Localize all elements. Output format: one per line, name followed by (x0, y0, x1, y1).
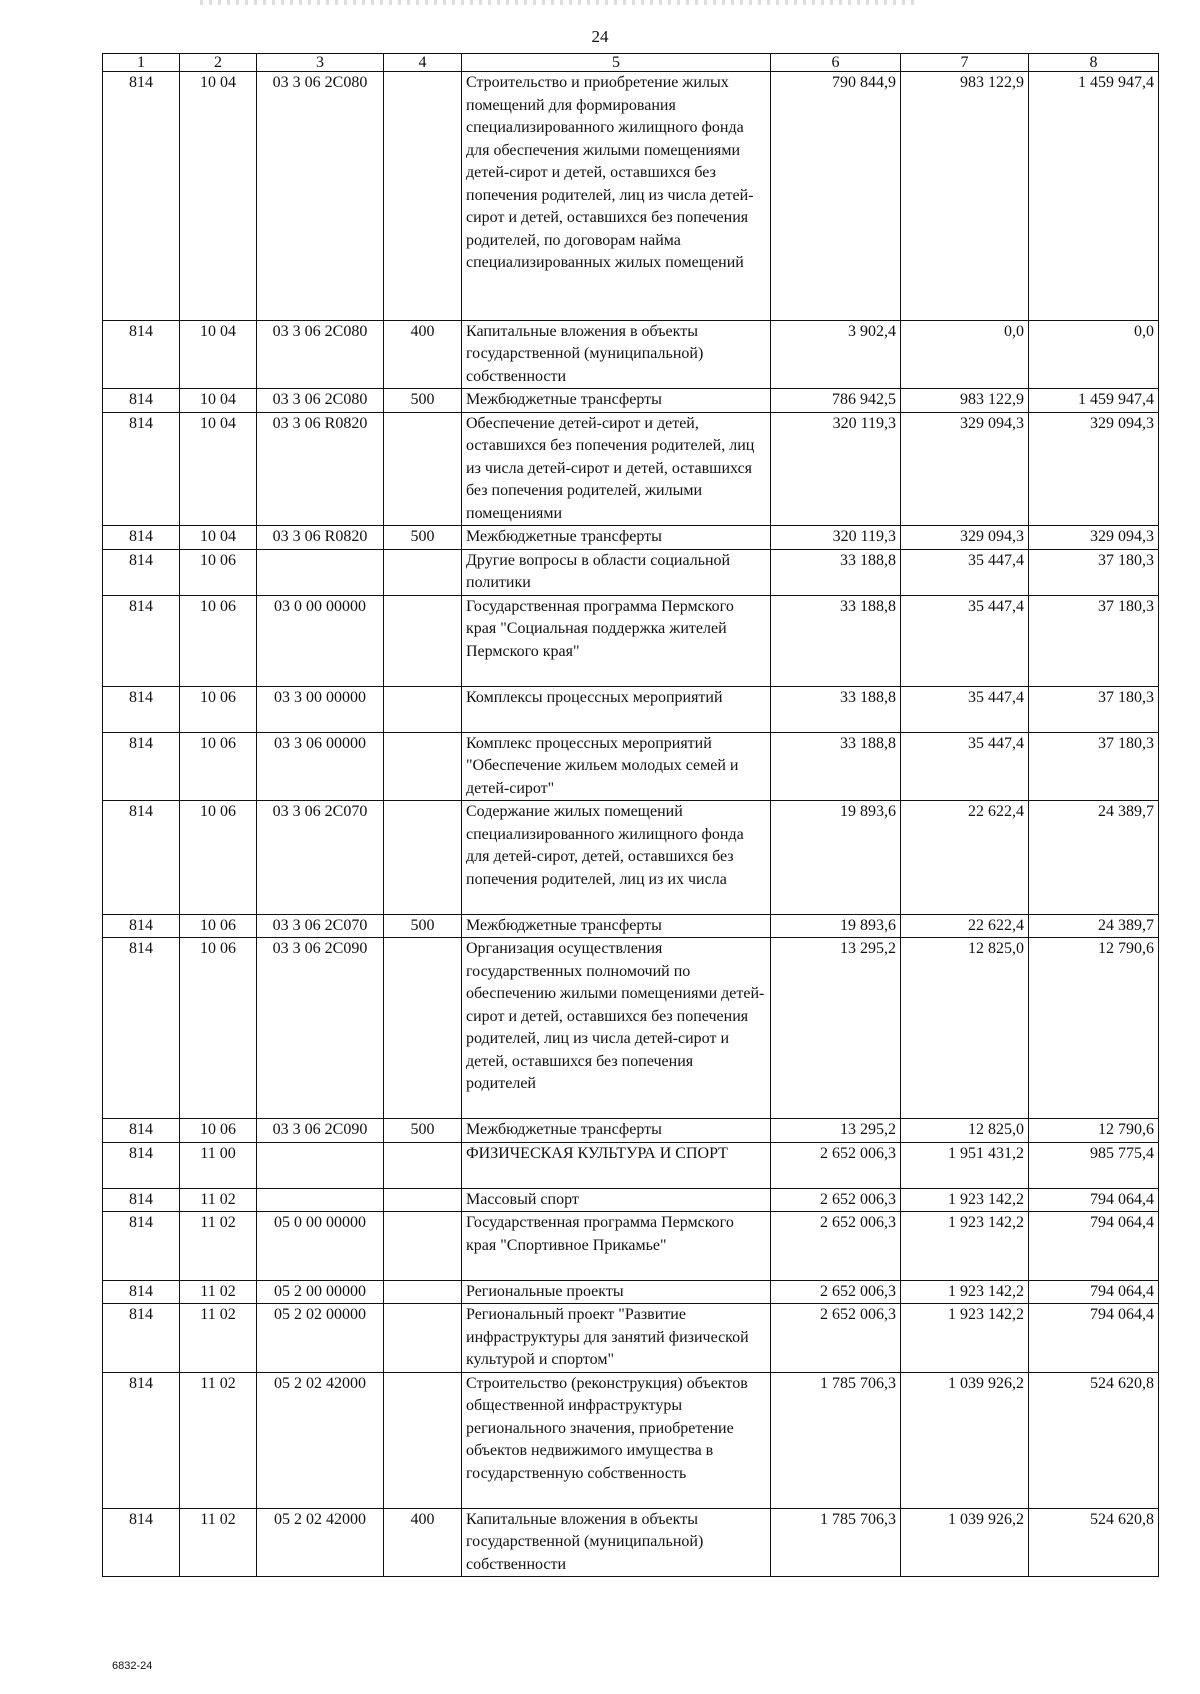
description-cell: Строительство (реконструкция) объектов общественной инфраструктуры регионального значения, приобретение объектов недвижимого имущества в государственную собственность (462, 1372, 771, 1508)
amount-year2-cell: 22 622,4 (901, 801, 1029, 915)
description-cell: Государственная программа Пермского края "Социальная поддержка жителей Пермского края" (462, 595, 771, 686)
amount-year3-cell: 794 064,4 (1029, 1188, 1159, 1212)
table-row (103, 595, 1159, 686)
amount-year2-cell: 12 825,0 (901, 1119, 1029, 1143)
description-cell: Межбюджетные трансферты (462, 914, 771, 938)
admin-code-cell: 814 (103, 1508, 180, 1577)
amount-year2-cell: 329 094,3 (901, 412, 1029, 526)
expense-type-cell (384, 412, 462, 526)
page-number: 24 (591, 27, 609, 46)
table-row (103, 914, 1159, 938)
admin-code-cell: 814 (103, 938, 180, 1119)
amount-year3-cell: 12 790,6 (1029, 938, 1159, 1119)
table-row (103, 549, 1159, 595)
target-article-cell: 03 3 06 2С080 (257, 72, 384, 321)
section-code-cell: 10 06 (180, 914, 257, 938)
description-cell: Региональный проект "Развитие инфраструктуры для занятий физической культурой и спортом" (462, 1304, 771, 1373)
description-cell: Обеспечение детей-сирот и детей, оставшихся без попечения родителей, лиц из числа детей-сирот и детей, оставшихся без попечения родителей, жилыми помещениями (462, 412, 771, 526)
section-code-cell: 11 02 (180, 1304, 257, 1373)
column-header: 1 (103, 54, 180, 72)
table-row (103, 1212, 1159, 1281)
amount-year1-cell: 33 188,8 (771, 549, 901, 595)
section-code-cell: 11 02 (180, 1188, 257, 1212)
target-article-cell: 05 2 02 00000 (257, 1304, 384, 1373)
target-article-cell: 03 3 06 2С090 (257, 938, 384, 1119)
section-code-cell: 11 02 (180, 1212, 257, 1281)
expense-type-cell (384, 732, 462, 801)
admin-code-cell: 814 (103, 389, 180, 413)
amount-year2-cell: 983 122,9 (901, 389, 1029, 413)
amount-year2-cell: 1 923 142,2 (901, 1304, 1029, 1373)
expense-type-cell (384, 1142, 462, 1188)
section-code-cell: 11 02 (180, 1372, 257, 1508)
amount-year3-cell: 37 180,3 (1029, 732, 1159, 801)
target-article-cell (257, 549, 384, 595)
section-code-cell: 10 06 (180, 732, 257, 801)
expense-type-cell: 500 (384, 526, 462, 550)
expense-type-cell (384, 1188, 462, 1212)
amount-year3-cell: 794 064,4 (1029, 1212, 1159, 1281)
amount-year1-cell: 19 893,6 (771, 914, 901, 938)
amount-year1-cell: 2 652 006,3 (771, 1188, 901, 1212)
table-row (103, 1142, 1159, 1188)
section-code-cell: 10 04 (180, 72, 257, 321)
table-row (103, 1304, 1159, 1373)
amount-year2-cell: 1 923 142,2 (901, 1188, 1029, 1212)
target-article-cell: 03 3 06 2С070 (257, 914, 384, 938)
amount-year1-cell: 33 188,8 (771, 595, 901, 686)
description-cell: Межбюджетные трансферты (462, 1119, 771, 1143)
scan-artifact (200, 0, 920, 5)
target-article-cell: 03 3 06 2С080 (257, 389, 384, 413)
amount-year3-cell: 794 064,4 (1029, 1304, 1159, 1373)
table-row (103, 1280, 1159, 1304)
admin-code-cell: 814 (103, 526, 180, 550)
amount-year1-cell: 320 119,3 (771, 526, 901, 550)
admin-code-cell: 814 (103, 914, 180, 938)
expense-type-cell (384, 1372, 462, 1508)
expense-type-cell (384, 595, 462, 686)
target-article-cell: 03 0 00 00000 (257, 595, 384, 686)
description-cell: Комплекс процессных мероприятий "Обеспечение жильем молодых семей и детей-сирот" (462, 732, 771, 801)
section-code-cell: 10 06 (180, 938, 257, 1119)
table-row (103, 526, 1159, 550)
amount-year1-cell: 786 942,5 (771, 389, 901, 413)
amount-year1-cell: 13 295,2 (771, 1119, 901, 1143)
section-code-cell: 10 06 (180, 801, 257, 915)
table-row (103, 938, 1159, 1119)
target-article-cell: 05 0 00 00000 (257, 1212, 384, 1281)
expense-type-cell (384, 938, 462, 1119)
amount-year3-cell: 12 790,6 (1029, 1119, 1159, 1143)
admin-code-cell: 814 (103, 801, 180, 915)
table-row (103, 412, 1159, 526)
expense-type-cell: 500 (384, 389, 462, 413)
description-cell: Массовый спорт (462, 1188, 771, 1212)
target-article-cell: 03 3 06 R0820 (257, 412, 384, 526)
column-header: 6 (771, 54, 901, 72)
amount-year3-cell: 524 620,8 (1029, 1508, 1159, 1577)
expense-type-cell (384, 801, 462, 915)
amount-year3-cell: 37 180,3 (1029, 549, 1159, 595)
target-article-cell: 03 3 06 2С090 (257, 1119, 384, 1143)
amount-year1-cell: 33 188,8 (771, 686, 901, 732)
column-header: 5 (462, 54, 771, 72)
amount-year3-cell: 37 180,3 (1029, 595, 1159, 686)
table-row (103, 1372, 1159, 1508)
amount-year3-cell: 985 775,4 (1029, 1142, 1159, 1188)
amount-year1-cell: 320 119,3 (771, 412, 901, 526)
description-cell: Капитальные вложения в объекты государственной (муниципальной) собственности (462, 1508, 771, 1577)
document-code: 6832-24 (112, 1660, 153, 1672)
amount-year1-cell: 13 295,2 (771, 938, 901, 1119)
target-article-cell: 03 3 06 00000 (257, 732, 384, 801)
amount-year2-cell: 35 447,4 (901, 732, 1029, 801)
column-header: 4 (384, 54, 462, 72)
description-cell: Межбюджетные трансферты (462, 526, 771, 550)
section-code-cell: 11 02 (180, 1280, 257, 1304)
amount-year2-cell: 35 447,4 (901, 595, 1029, 686)
table-row (103, 389, 1159, 413)
section-code-cell: 10 04 (180, 320, 257, 389)
budget-table (102, 53, 1159, 1577)
description-cell: ФИЗИЧЕСКАЯ КУЛЬТУРА И СПОРТ (462, 1142, 771, 1188)
expense-type-cell (384, 1280, 462, 1304)
target-article-cell (257, 1142, 384, 1188)
admin-code-cell: 814 (103, 686, 180, 732)
amount-year1-cell: 19 893,6 (771, 801, 901, 915)
admin-code-cell: 814 (103, 1188, 180, 1212)
expense-type-cell (384, 72, 462, 321)
amount-year1-cell: 2 652 006,3 (771, 1280, 901, 1304)
amount-year3-cell: 37 180,3 (1029, 686, 1159, 732)
table-row (103, 1119, 1159, 1143)
description-cell: Межбюджетные трансферты (462, 389, 771, 413)
amount-year1-cell: 1 785 706,3 (771, 1372, 901, 1508)
amount-year3-cell: 329 094,3 (1029, 412, 1159, 526)
admin-code-cell: 814 (103, 1142, 180, 1188)
column-header: 3 (257, 54, 384, 72)
admin-code-cell: 814 (103, 595, 180, 686)
section-code-cell: 10 06 (180, 686, 257, 732)
section-code-cell: 11 00 (180, 1142, 257, 1188)
section-code-cell: 10 04 (180, 526, 257, 550)
table-header-row (103, 54, 1159, 72)
table-row (103, 1508, 1159, 1577)
amount-year2-cell: 12 825,0 (901, 938, 1029, 1119)
table-row (103, 72, 1159, 321)
section-code-cell: 10 06 (180, 1119, 257, 1143)
amount-year2-cell: 1 039 926,2 (901, 1372, 1029, 1508)
target-article-cell: 05 2 00 00000 (257, 1280, 384, 1304)
description-cell: Строительство и приобретение жилых помещений для формирования специализированного жилищного фонда для обеспечения жилыми помещениями детей-сирот и детей, оставшихся без попечения родителей, лиц из числа детей-сирот и детей, оставшихся без попечения родителей, по договорам найма специализированных жилых помещений (462, 72, 771, 321)
amount-year3-cell: 24 389,7 (1029, 914, 1159, 938)
amount-year2-cell: 1 923 142,2 (901, 1212, 1029, 1281)
admin-code-cell: 814 (103, 412, 180, 526)
admin-code-cell: 814 (103, 1304, 180, 1373)
description-cell: Капитальные вложения в объекты государственной (муниципальной) собственности (462, 320, 771, 389)
amount-year3-cell: 24 389,7 (1029, 801, 1159, 915)
amount-year1-cell: 33 188,8 (771, 732, 901, 801)
expense-type-cell (384, 1304, 462, 1373)
section-code-cell: 10 04 (180, 389, 257, 413)
expense-type-cell: 500 (384, 914, 462, 938)
admin-code-cell: 814 (103, 1372, 180, 1508)
amount-year2-cell: 0,0 (901, 320, 1029, 389)
column-header: 8 (1029, 54, 1159, 72)
amount-year2-cell: 329 094,3 (901, 526, 1029, 550)
amount-year1-cell: 790 844,9 (771, 72, 901, 321)
target-article-cell: 03 3 00 00000 (257, 686, 384, 732)
admin-code-cell: 814 (103, 549, 180, 595)
amount-year2-cell: 983 122,9 (901, 72, 1029, 321)
description-cell: Комплексы процессных мероприятий (462, 686, 771, 732)
amount-year3-cell: 1 459 947,4 (1029, 389, 1159, 413)
admin-code-cell: 814 (103, 320, 180, 389)
admin-code-cell: 814 (103, 1280, 180, 1304)
section-code-cell: 11 02 (180, 1508, 257, 1577)
amount-year1-cell: 2 652 006,3 (771, 1304, 901, 1373)
table-row (103, 686, 1159, 732)
target-article-cell: 05 2 02 42000 (257, 1508, 384, 1577)
amount-year1-cell: 3 902,4 (771, 320, 901, 389)
admin-code-cell: 814 (103, 1212, 180, 1281)
amount-year1-cell: 2 652 006,3 (771, 1212, 901, 1281)
amount-year2-cell: 1 923 142,2 (901, 1280, 1029, 1304)
section-code-cell: 10 04 (180, 412, 257, 526)
expense-type-cell: 400 (384, 320, 462, 389)
amount-year1-cell: 2 652 006,3 (771, 1142, 901, 1188)
table-row (103, 1188, 1159, 1212)
table-row (103, 801, 1159, 915)
target-article-cell: 03 3 06 2С080 (257, 320, 384, 389)
section-code-cell: 10 06 (180, 595, 257, 686)
amount-year3-cell: 1 459 947,4 (1029, 72, 1159, 321)
description-cell: Организация осуществления государственных полномочий по обеспечению жилыми помещениями детей-сирот и детей, оставшихся без попечения родителей, лиц из числа детей-сирот и детей, оставшихся без попечения родителей (462, 938, 771, 1119)
target-article-cell: 03 3 06 R0820 (257, 526, 384, 550)
column-header: 2 (180, 54, 257, 72)
description-cell: Региональные проекты (462, 1280, 771, 1304)
expense-type-cell (384, 1212, 462, 1281)
admin-code-cell: 814 (103, 1119, 180, 1143)
expense-type-cell: 400 (384, 1508, 462, 1577)
table-row (103, 732, 1159, 801)
admin-code-cell: 814 (103, 72, 180, 321)
description-cell: Государственная программа Пермского края "Спортивное Прикамье" (462, 1212, 771, 1281)
description-cell: Содержание жилых помещений специализированного жилищного фонда для детей-сирот, детей, оставшихся без попечения родителей, лиц из их числа (462, 801, 771, 915)
amount-year3-cell: 0,0 (1029, 320, 1159, 389)
amount-year2-cell: 1 951 431,2 (901, 1142, 1029, 1188)
amount-year2-cell: 22 622,4 (901, 914, 1029, 938)
amount-year1-cell: 1 785 706,3 (771, 1508, 901, 1577)
section-code-cell: 10 06 (180, 549, 257, 595)
amount-year2-cell: 1 039 926,2 (901, 1508, 1029, 1577)
amount-year3-cell: 794 064,4 (1029, 1280, 1159, 1304)
target-article-cell: 03 3 06 2С070 (257, 801, 384, 915)
amount-year2-cell: 35 447,4 (901, 686, 1029, 732)
amount-year3-cell: 329 094,3 (1029, 526, 1159, 550)
target-article-cell (257, 1188, 384, 1212)
amount-year3-cell: 524 620,8 (1029, 1372, 1159, 1508)
expense-type-cell: 500 (384, 1119, 462, 1143)
expense-type-cell (384, 549, 462, 595)
expense-type-cell (384, 686, 462, 732)
description-cell: Другие вопросы в области социальной политики (462, 549, 771, 595)
column-header: 7 (901, 54, 1029, 72)
admin-code-cell: 814 (103, 732, 180, 801)
table-row (103, 320, 1159, 389)
target-article-cell: 05 2 02 42000 (257, 1372, 384, 1508)
amount-year2-cell: 35 447,4 (901, 549, 1029, 595)
